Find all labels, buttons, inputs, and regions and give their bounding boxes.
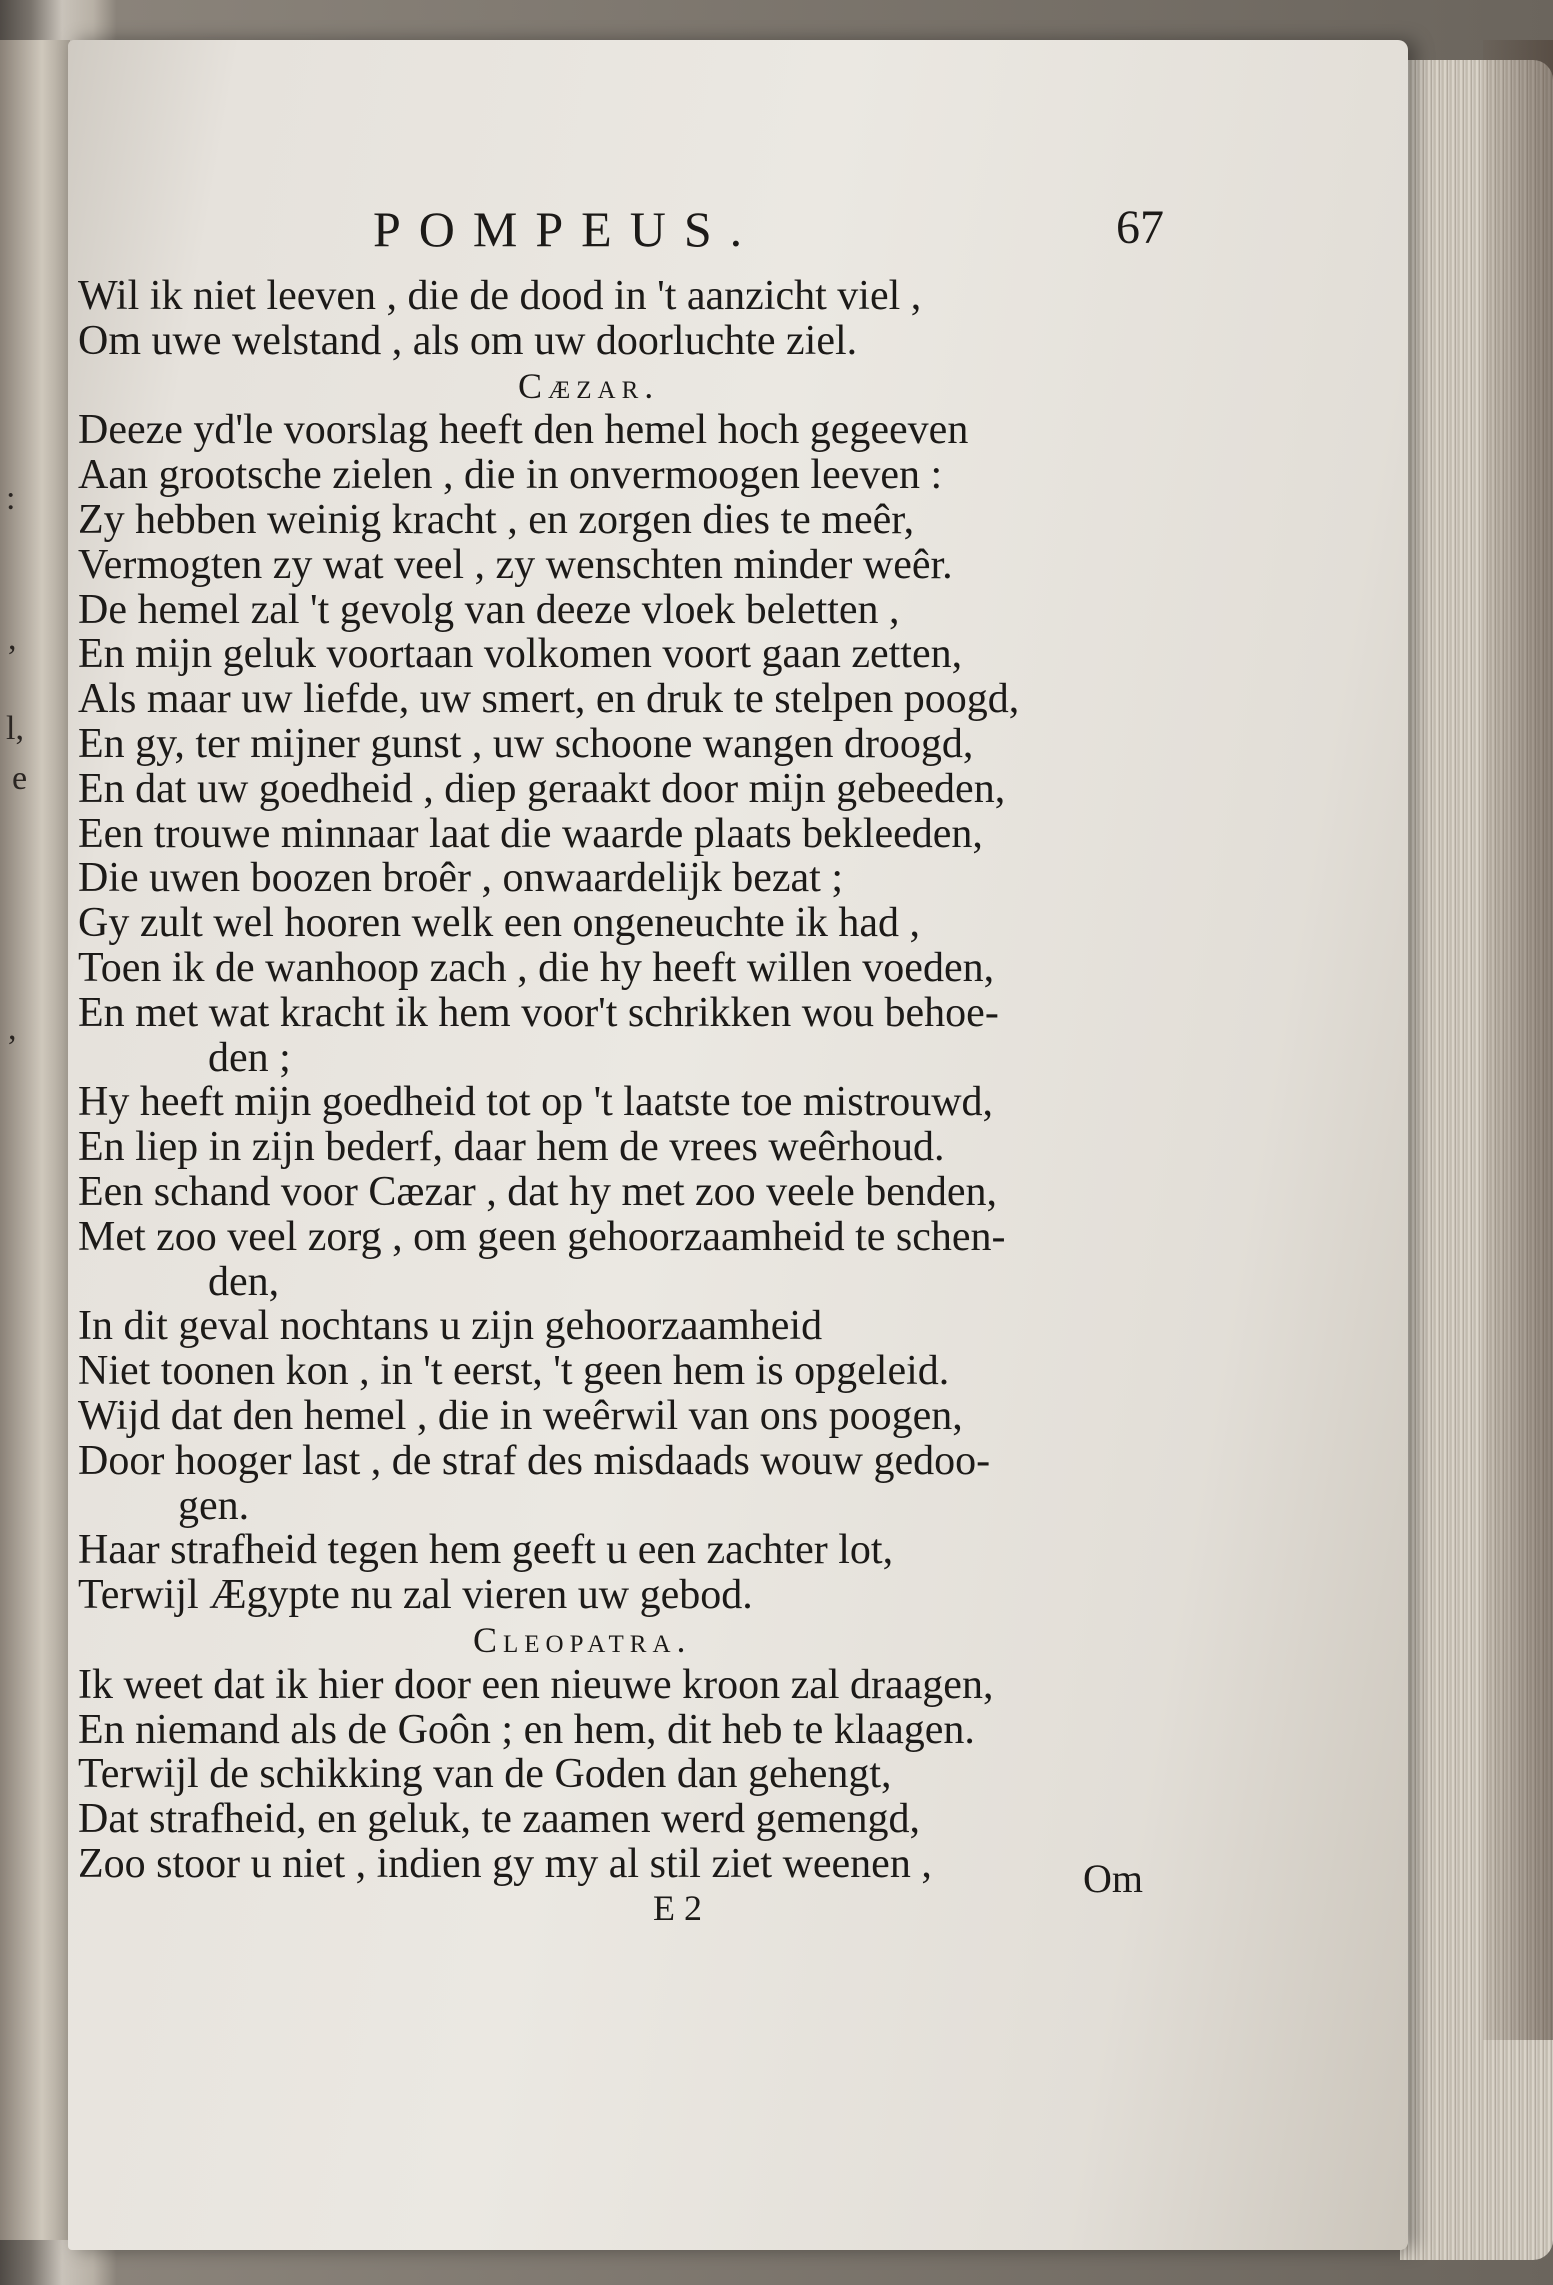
verse-line: Vermogten zy wat veel , zy wenschten minder weêr.	[78, 541, 953, 588]
verse-line: Deeze yd'le voorslag heeft den hemel hoch gegeeven	[78, 407, 969, 454]
verse-line: En liep in zijn bederf, daar hem de vrees weêrhoud.	[78, 1124, 945, 1171]
speaker-heading: Cleopatra.	[473, 1619, 692, 1660]
bleed-through-mark: ,	[8, 620, 17, 657]
page-header	[78, 200, 1178, 274]
verse-line: Door hooger last , de straf des misdaads wouw gedoo-	[78, 1437, 991, 1484]
previous-page-edge	[0, 40, 70, 2240]
verse-line: Om uwe welstand , als om uw doorluchte ziel.	[78, 317, 858, 364]
verse-line: Dat strafheid, en geluk, te zaamen werd gemengd,	[78, 1796, 920, 1843]
verse-line: Toen ik de wanhoop zach , die hy heeft willen voeden,	[78, 944, 995, 991]
page-text	[78, 200, 1178, 1931]
verse-line: Terwijl Ægypte nu zal vieren uw gebod.	[78, 1572, 753, 1619]
verse-line: En met wat kracht ik hem voor't schrikken wou behoe-	[78, 989, 999, 1036]
verse-line: En gy, ter mijner gunst , uw schoone wangen droogd,	[78, 720, 974, 767]
verse-line: Niet toonen kon , in 't eerst, 't geen hem is opgeleid.	[78, 1348, 950, 1395]
verse-line: Die uwen boozen broêr , onwaardelijk bezat ;	[78, 855, 844, 902]
verse-line-continuation: gen.	[178, 1482, 250, 1529]
verse-line: Aan grootsche zielen , die in onvermoogen leeven :	[78, 452, 943, 499]
verse-line: Haar strafheid tegen hem geeft u een zachter lot,	[78, 1527, 894, 1574]
verse-line: Gy zult wel hooren welk een ongeneuchte ik had ,	[78, 900, 921, 947]
verse-line: Als maar uw liefde, uw smert, en druk te stelpen poogd,	[78, 676, 1020, 723]
catchword: Om	[1083, 1855, 1143, 1901]
verse-line: Zoo stoor u niet , indien gy my al stil ziet weenen ,	[78, 1840, 932, 1887]
bleed-through-mark: ,	[8, 1010, 17, 1047]
verse-line: En dat uw goedheid , diep geraakt door mijn gebeeden,	[78, 765, 1006, 812]
verse-line: Een trouwe minnaar laat die waarde plaats bekleeden,	[78, 810, 983, 857]
verse-line: Hy heeft mijn goedheid tot op 't laatste toe mistrouwd,	[78, 1079, 994, 1126]
signature-mark: E 2	[653, 1887, 702, 1928]
verse-line: Terwijl de schikking van de Goden dan gehengt,	[78, 1751, 892, 1798]
verse-line: Zy hebben weinig kracht , en zorgen dies te meêr,	[78, 496, 915, 543]
page-stain	[1483, 40, 1553, 2040]
bleed-through-mark: l,	[6, 710, 24, 747]
running-title: POMPEUS.	[373, 201, 761, 257]
bleed-through-mark: :	[6, 480, 16, 517]
verse-line: In dit geval nochtans u zijn gehoorzaamheid	[78, 1303, 823, 1350]
verse-line: Wil ik niet leeven , die de dood in 't aanzicht viel ,	[78, 273, 922, 319]
bleed-through-mark: e	[12, 760, 28, 797]
verse-line-continuation: den,	[208, 1258, 280, 1305]
verse-line-continuation: den ;	[208, 1034, 291, 1081]
page-number: 67	[1116, 201, 1164, 254]
verse-line: Een schand voor Cæzar , dat hy met zoo veele benden,	[78, 1168, 998, 1215]
speaker-heading: Cæzar.	[518, 365, 660, 406]
verse-line: Wijd dat den hemel , die in weêrwil van ons poogen,	[78, 1392, 963, 1439]
verse-line: Met zoo veel zorg , om geen gehoorzaamheid te schen-	[78, 1213, 1006, 1260]
verse-line: De hemel zal 't gevolg van deeze vloek beletten ,	[78, 586, 900, 633]
verse-line: Ik weet dat ik hier door een nieuwe kroon zal draagen,	[78, 1661, 994, 1708]
verse-line: En niemand als de Goôn ; en hem, dit heb te klaagen.	[78, 1706, 975, 1753]
verse-line: En mijn geluk voortaan volkomen voort gaan zetten,	[78, 631, 963, 678]
